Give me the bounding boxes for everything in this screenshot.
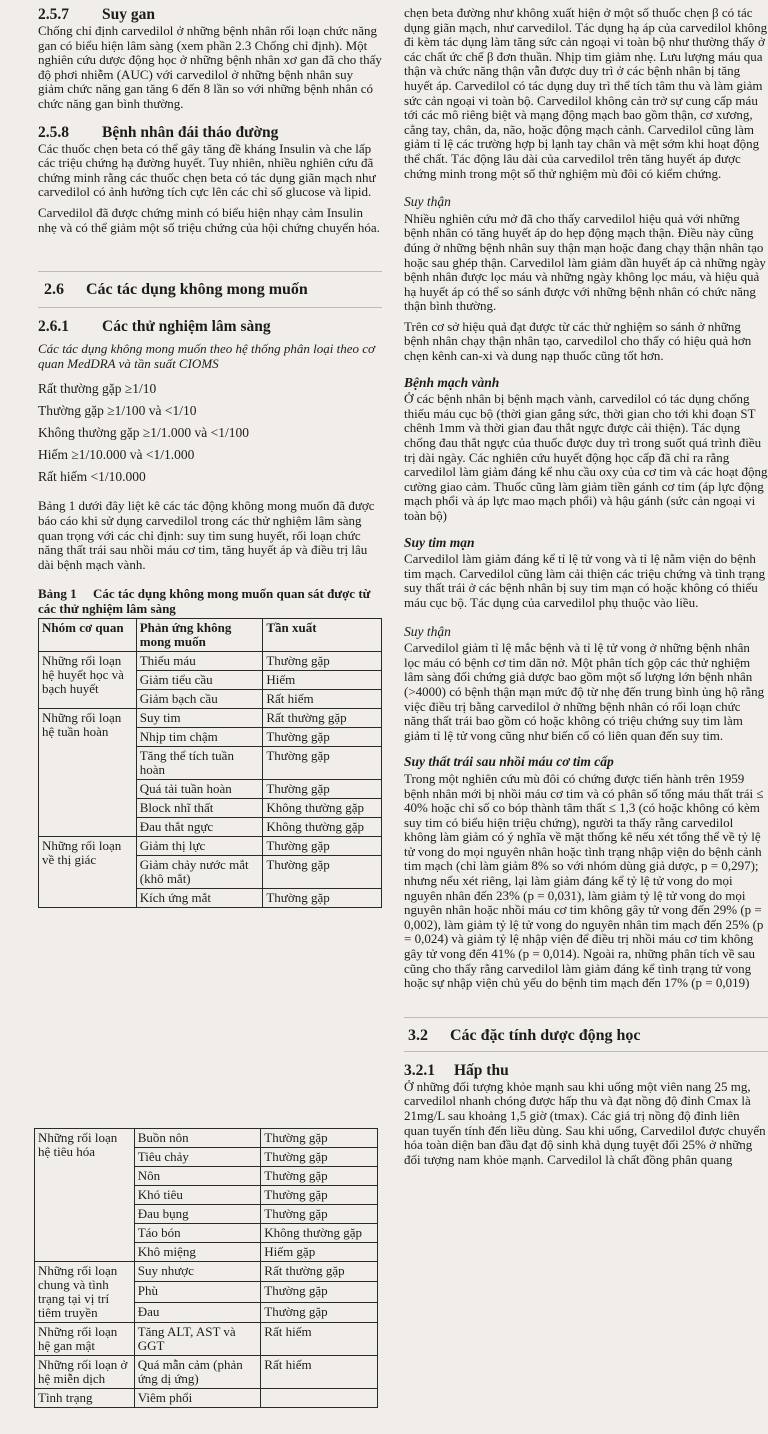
section-divider <box>38 271 382 272</box>
reaction-cell: Khó tiêu <box>134 1186 261 1205</box>
reaction-cell: Đau <box>134 1302 261 1322</box>
table-header: Phản ứng không mong muốn <box>136 619 263 652</box>
frequency-cell: Hiếm <box>263 671 382 690</box>
frequency-cell: Thường gặp <box>261 1129 378 1148</box>
paragraph: Carvedilol làm giảm đáng kể tỉ lệ tử vong và tỉ lệ nằm viện do bệnh tim mạch. Carvedilol cũng làm cải thiện các triệu chứng và tình trạng suy thất trái ở các bệnh nhân bị suy tim mạn có hoặc không có thiếu máu cục bộ. Tác dụng của carvedilol phụ thuộc vào liều. <box>404 551 766 610</box>
reaction-cell: Nhịp tim chậm <box>136 728 263 747</box>
frequency-list <box>38 381 382 485</box>
frequency-item: Thường gặp ≥1/100 và <1/10 <box>38 403 197 419</box>
table-row <box>39 837 382 856</box>
organ-cell: Những rối loạn hệ tuần hoàn <box>39 709 137 837</box>
paragraph: Chống chỉ định carvedilol ở những bệnh nhân rối loạn chức năng gan có biểu hiện lâm sàng (xem phần 2.3 Chống chỉ định). Một nghiên cứu dược động học ở những bệnh nhân xơ gan đã cho thấy độ phơi nhiễm (AUC) với carvedilol ở những bệnh nhân suy giảm chức năng gan tăng 6 đến 8 lần so với những bệnh nhân có chức năng gan bình thường. <box>38 23 382 111</box>
frequency-cell: Thường gặp <box>263 780 382 799</box>
frequency-cell: Thường gặp <box>263 889 382 908</box>
intro-text: Các tác dụng không mong muốn theo hệ thống phân loại theo cơ quan MedDRA và tần suất CIOMS <box>38 341 375 371</box>
frequency-cell: Không thường gặp <box>263 799 382 818</box>
frequency-cell: Thường gặp <box>261 1186 378 1205</box>
organ-cell: Những rối loạn ở hệ miễn dịch <box>35 1356 135 1389</box>
section-divider <box>404 1051 768 1052</box>
organ-cell: Những rối loạn chung và tình trạng tại vị trí tiêm truyền <box>35 1262 135 1323</box>
frequency-cell: Thường gặp <box>263 837 382 856</box>
subheading-benh-mach-vanh: Bệnh mạch vành <box>404 374 500 390</box>
table-header: Tần xuất <box>263 619 382 652</box>
reaction-cell: Khô miệng <box>134 1243 261 1262</box>
table-caption: Bảng 1 Các tác dụng không mong muốn quan sát được từ các thử nghiệm lâm sàng <box>38 586 371 617</box>
reaction-cell: Quá tải tuần hoàn <box>136 780 263 799</box>
reaction-cell: Tăng thể tích tuần hoàn <box>136 747 263 780</box>
reaction-cell: Suy tim <box>136 709 263 728</box>
frequency-item: Hiếm ≥1/10.000 và <1/1.000 <box>38 447 195 463</box>
adverse-effects-table <box>38 618 382 908</box>
frequency-cell: Thường gặp <box>261 1167 378 1186</box>
reaction-cell: Suy nhược <box>134 1262 261 1282</box>
paragraph: Trên cơ sở hiệu quả đạt được từ các thử nghiệm so sánh ở những bệnh nhân chạy thận nhân tạo, carvedilol cho thấy có hiệu quả hơn chẹn kênh can-xi và dung nạp thuốc cũng tốt hơn. <box>404 318 752 364</box>
frequency-cell: Thường gặp <box>263 728 382 747</box>
organ-cell: Những rối loạn hệ gan mật <box>35 1323 135 1356</box>
frequency-item: Rất thường gặp ≥1/10 <box>38 381 157 397</box>
table-row <box>35 1356 378 1389</box>
heading-3-2-1: 3.2.1 Hấp thu <box>404 1061 509 1079</box>
table-row <box>39 652 382 671</box>
frequency-cell: Thường gặp <box>263 652 382 671</box>
reaction-cell: Đau thắt ngực <box>136 818 263 837</box>
table-row <box>35 1323 378 1356</box>
frequency-cell: Rất thường gặp <box>261 1262 378 1282</box>
frequency-cell: Rất hiếm <box>261 1356 378 1389</box>
subheading-suy-that-trai: Suy thất trái sau nhồi máu cơ tim cấp <box>404 754 614 770</box>
reaction-cell: Giảm chảy nước mắt (khô mắt) <box>136 856 263 889</box>
section-divider <box>38 307 382 308</box>
adverse-effects-table-continued <box>34 1128 378 1408</box>
organ-cell: Những rối loạn hệ tiêu hóa <box>35 1129 135 1262</box>
reaction-cell: Nôn <box>134 1167 261 1186</box>
frequency-cell: Thường gặp <box>263 747 382 780</box>
frequency-cell <box>261 1389 378 1408</box>
table-continuation <box>34 1128 378 1408</box>
paragraph: Ở những đối tượng khỏe mạnh sau khi uống một viên nang 25 mg, carvedilol nhanh chóng được hấp thu và đạt nồng độ đỉnh Cmax là 21mg/L sau khoảng 1,5 giờ (tmax). Các giá trị nồng độ đỉnh liên quan tuyến tính đến liều dùng. Sau khi uống, Carvedilol được chuyển hóa toàn diện ban đầu đạt độ sinh khả dụng tuyệt đối 25% ở những đối tượng nam khỏe mạnh. Carvedilol là chất đồng phân quang <box>404 1078 766 1167</box>
frequency-cell: Không thường gặp <box>263 818 382 837</box>
section-divider <box>404 1017 768 1018</box>
reaction-cell: Giảm bạch cầu <box>136 690 263 709</box>
paragraph: Các thuốc chẹn beta có thể gây tăng đề kháng Insulin và che lấp các triệu chứng hạ đường huyết. Tuy nhiên, nhiều nghiên cứu đã chứng minh rằng các thuốc chẹn beta có tác dụng giãn mạch như carvedilol có ảnh hưởng tích cực lên các chỉ số glucose và lipid. <box>38 140 376 200</box>
heading-2-6-1: 2.6.1 Các thử nghiệm lâm sàng <box>38 318 271 336</box>
frequency-cell: Thường gặp <box>261 1148 378 1167</box>
frequency-cell: Không thường gặp <box>261 1224 378 1243</box>
frequency-cell: Thường gặp <box>261 1302 378 1322</box>
organ-cell: Tình trạng <box>35 1389 135 1408</box>
reaction-cell: Phù <box>134 1282 261 1302</box>
reaction-cell: Đau bụng <box>134 1205 261 1224</box>
heading-2-5-7: 2.5.7 Suy gan <box>38 6 155 23</box>
subheading-suy-than: Suy thận <box>404 194 451 210</box>
frequency-item: Không thường gặp ≥1/1.000 và <1/100 <box>38 425 249 441</box>
paragraph: Trong một nghiên cứu mù đôi có chứng được tiến hành trên 1959 bệnh nhân mới bị nhồi máu cơ tim và có phân số tống máu thất trái ≤ 40% hoặc chỉ số co bóp thành tâm thất ≤ 1,3 (có hoặc không có kèm suy tim có biểu hiện triệu chứng), người ta thấy rằng carvedilol không làm giảm có ý nghĩa về mặt thống kê nếu xét tổng thể về tỷ lệ tử vong do mọi nguyên nhân hoặc tình trạng nhập viện do bệnh cảnh tim mạch (chỉ làm giảm 8% so với nhóm dùng giả dược, p = 0,297); nhưng nếu xét riêng, lại làm giảm đáng kể tỷ lệ tử vong do mọi nguyên nhân đến 23% (p = 0,031), làm giảm tỷ lệ tử vong do mọi nguyên nhân hoặc nhồi máu cơ tim không gây tử vong đến 29% (p = 0,002), làm giảm tỷ lệ tử vong do nguyên nhân tim mạch đến 25% (p = 0,024) và giảm tỷ lệ nhập viện để điều trị nhồi máu cơ tim không gây tử vong đến 41% (p = 0,014). Ngoài ra, những phân tích về sau cũng cho thấy rằng carvedilol làm giảm đáng kể tình trạng tử vong hoặc sự nhập viện chủ yếu do bệnh tim mạch đến 17% (p = 0,019) <box>404 770 764 991</box>
reaction-cell: Block nhĩ thất <box>136 799 263 818</box>
reaction-cell: Quá mẫn cảm (phản ứng dị ứng) <box>134 1356 261 1389</box>
subheading-suy-tim-man: Suy tim mạn <box>404 534 475 550</box>
heading-2-5-8: 2.5.8 Bệnh nhân đái tháo đường <box>38 123 279 141</box>
heading-2-6: 2.6 Các tác dụng không mong muốn <box>44 281 308 299</box>
paragraph: Ở các bệnh nhân bị bệnh mạch vành, carvedilol có tác dụng chống thiếu máu cục bộ (thời gian gắng sức, thời gian cho tới khi đoạn ST chênh 1mm và thời gian đau thắt ngực được cải thiện). Tác dụng chống đau thắt ngực của thuốc được duy trì trong suốt quá trình điều trị dài ngày. Các nghiên cứu huyết động học cấp đã chỉ ra rằng carvedilol làm giảm đáng kể nhu cầu oxy của cơ tim và các hoạt động cường giao cảm. Thuốc cũng làm giảm tiền gánh cơ tim (áp lực động mạch phổi và áp lực mao mạch phổi) và hậu gánh (sức cản ngoại vi toàn bộ) <box>404 391 768 523</box>
organ-cell: Những rối loạn về thị giác <box>39 837 137 908</box>
table-header: Nhóm cơ quan <box>39 619 137 652</box>
paragraph: Bảng 1 dưới đây liệt kê các tác động không mong muốn đã được báo cáo khi sử dụng carvedilol trong các thử nghiệm lâm sàng quan trọng với các chỉ định: suy tim sung huyết, rối loạn chức năng thất trái sau nhồi máu cơ tim, tăng huyết áp và điều trị lâu dài bệnh mạch vành. <box>38 498 375 572</box>
subheading-suy-than-2: Suy thận <box>404 623 451 639</box>
right-column <box>404 6 768 1173</box>
paragraph: Carvedilol đã được chứng minh có biểu hiện nhạy cảm Insulin nhẹ và có thể giảm một số triệu chứng của hội chứng chuyển hóa. <box>38 204 380 235</box>
table-row <box>35 1389 378 1408</box>
frequency-cell: Rất hiếm <box>261 1323 378 1356</box>
table-row <box>35 1129 378 1148</box>
organ-cell: Những rối loạn hệ huyết học và bạch huyết <box>39 652 137 709</box>
heading-3-2: 3.2 Các đặc tính dược động học <box>408 1026 641 1044</box>
frequency-cell: Thường gặp <box>263 856 382 889</box>
reaction-cell: Tăng ALT, AST và GGT <box>134 1323 261 1356</box>
table-row <box>35 1262 378 1282</box>
frequency-cell: Hiếm gặp <box>261 1243 378 1262</box>
left-column <box>38 6 382 908</box>
frequency-cell: Rất hiếm <box>263 690 382 709</box>
paragraph: chẹn beta đường như không xuất hiện ở một số thuốc chẹn β có tác dụng giãn mạch, như carvedilol. Tác dụng hạ áp của carvedilol không đi kèm tác dụng làm tăng sức cản ngoại vi toàn bộ như thường thấy ở các chất ức chế β đơn thuần. Nhịp tim giảm nhẹ. Lưu lượng máu qua thận và chức năng thận vẫn được duy trì ở các bệnh nhân bị tăng huyết áp. Carvedilol có tác dụng duy trì thể tích tâm thu và làm giảm sức cản ngoại vi toàn bộ. Carvedilol không cản trở sự cung cấp máu tới các mô riêng biệt và mạng động mạch bao gồm thận, cơ xương, cẳng tay, chân, da, não, hoặc động mạch cảnh. Carvedilol cũng làm giảm tỉ lệ các trường hợp bị lạnh tay chân và mệt sớm khi hoạt động thể chất. Tác động lâu dài của carvedilol trên tăng huyết áp được chứng minh trong một số thử nghiệm mù đôi có kiểm chứng. <box>404 5 768 181</box>
reaction-cell: Thiếu máu <box>136 652 263 671</box>
reaction-cell: Giảm thị lực <box>136 837 263 856</box>
reaction-cell: Tiêu chảy <box>134 1148 261 1167</box>
frequency-cell: Thường gặp <box>261 1205 378 1224</box>
frequency-cell: Thường gặp <box>261 1282 378 1302</box>
reaction-cell: Táo bón <box>134 1224 261 1243</box>
paragraph: Nhiều nghiên cứu mở đã cho thấy carvedilol hiệu quả với những bệnh nhân có tăng huyết áp do hẹp động mạch thận. Điều này cũng đúng ở những bệnh nhân suy thận mạn hoặc đang chạy thận nhân tạo hoặc sau ghép thận. Carvedilol làm giảm dần huyết áp cả những ngày bệnh nhân được lọc máu và những ngày không lọc máu, và hiệu quả hạ huyết áp có thể so sánh được với những bệnh nhân có chức năng thận bình thường. <box>404 210 766 314</box>
table-row <box>39 709 382 728</box>
frequency-item: Rất hiếm <1/10.000 <box>38 469 146 485</box>
paragraph: Carvedilol giảm tỉ lệ mắc bệnh và tỉ lệ tử vong ở những bệnh nhân lọc máu có bệnh cơ tim dãn nở. Một phân tích gộp các thử nghiệm lâm sàng đối chứng giả dược bao gồm một số lượng lớn bệnh nhân (>4000) có bệnh thận mạn mức độ từ nhẹ đến trung bình ủng hộ rằng việc điều trị bằng carvedilol ở những bệnh nhân có rối loạn chức năng thất trái bao gồm có hoặc không có triệu chứng suy tim làm giảm tỉ lệ tử vong cũng như biến cố có liên quan đến suy tim. <box>404 640 765 743</box>
reaction-cell: Giảm tiểu cầu <box>136 671 263 690</box>
reaction-cell: Kích ứng mắt <box>136 889 263 908</box>
reaction-cell: Buồn nôn <box>134 1129 261 1148</box>
frequency-cell: Rất thường gặp <box>263 709 382 728</box>
reaction-cell: Viêm phổi <box>134 1389 261 1408</box>
